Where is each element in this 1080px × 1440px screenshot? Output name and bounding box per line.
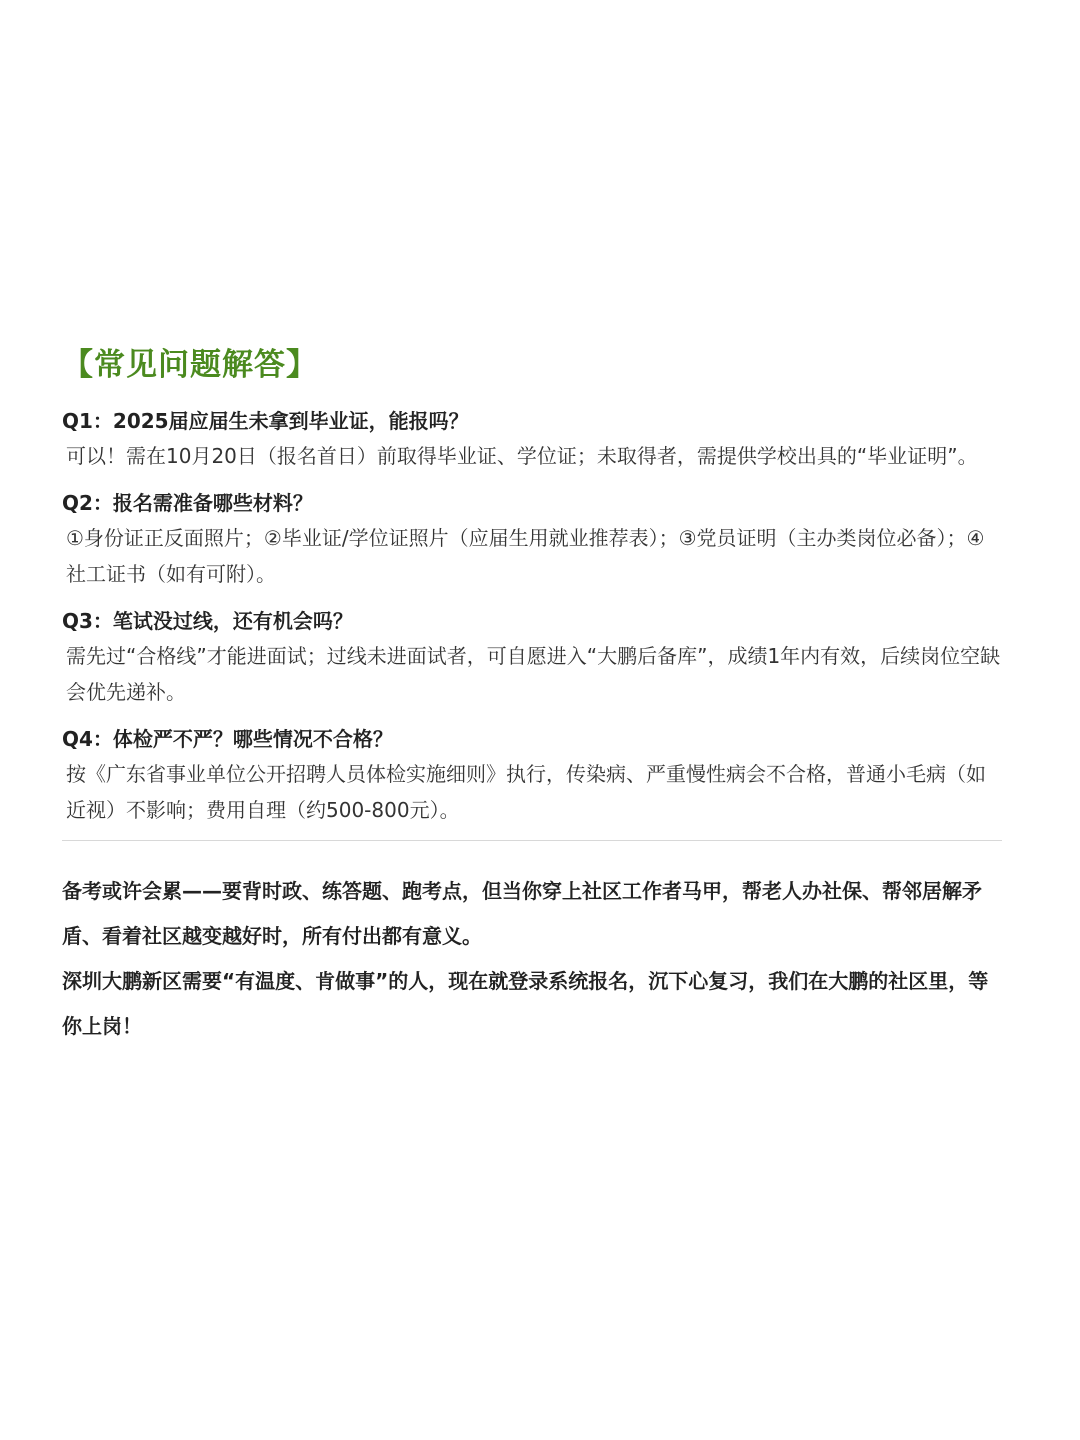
faq-question: Q1：2025届应届生未拿到毕业证，能报吗？ (62, 409, 469, 433)
faq-answer: 可以！需在10月20日（报名首日）前取得毕业证、学位证；未取得者，需提供学校出具的“毕业证明”。 (66, 444, 978, 468)
faq-document (62, 338, 1002, 1049)
closing-paragraph-1: 备考或许会累——要背时政、练答题、跑考点，但当你穿上社区工作者马甲，帮老人办社保、帮邻居解矛盾、看着社区越变越好时，所有付出都有意义。 (62, 879, 982, 948)
faq-answer: 按《广东省事业单位公开招聘人员体检实施细则》执行，传染病、严重慢性病会不合格，普通小毛病（如近视）不影响；费用自理（约500-800元）。 (66, 762, 986, 822)
closing-paragraph-2: 深圳大鹏新区需要“有温度、肯做事”的人，现在就登录系统报名，沉下心复习，我们在大鹏的社区里，等你上岗！ (62, 969, 989, 1038)
closing-message (62, 869, 1002, 1049)
section-title: 【常见问题解答】 (62, 347, 318, 383)
faq-answer: ①身份证正反面照片；②毕业证/学位证照片（应届生用就业推荐表）；③党员证明（主办类岗位必备）；④社工证书（如有可附）。 (66, 526, 985, 586)
section-divider (62, 840, 1002, 841)
faq-answer: 需先过“合格线”才能进面试；过线未进面试者，可自愿进入“大鹏后备库”，成绩1年内有效，后续岗位空缺会优先递补。 (66, 644, 1001, 704)
faq-item-q3 (62, 604, 1002, 710)
faq-question: Q2：报名需准备哪些材料？ (62, 491, 313, 515)
faq-item-q1 (62, 404, 1002, 474)
faq-item-q2 (62, 486, 1002, 592)
faq-question: Q3：笔试没过线，还有机会吗？ (62, 609, 353, 633)
faq-question: Q4：体检严不严？哪些情况不合格？ (62, 727, 393, 751)
faq-item-q4 (62, 722, 1002, 828)
